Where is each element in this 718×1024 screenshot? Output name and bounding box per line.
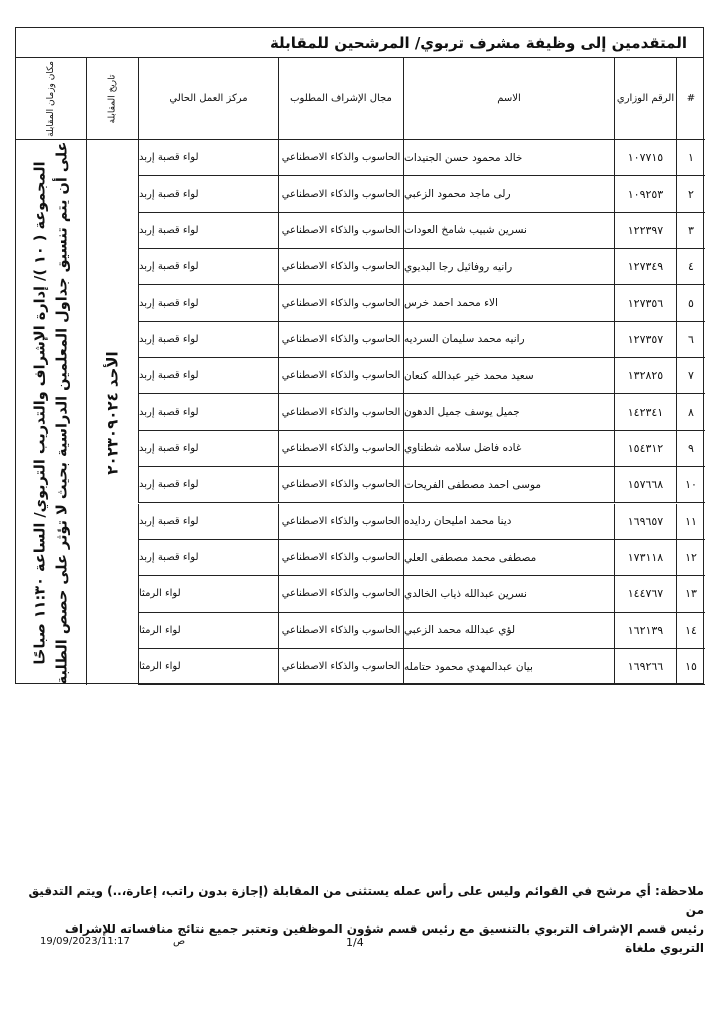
row-workplace: لواء قصبة إربد bbox=[138, 213, 278, 249]
row-workplace: لواء قصبة إربد bbox=[138, 322, 278, 358]
row-workplace: لواء قصبة إربد bbox=[138, 431, 278, 467]
footer-page-number: 1/4 bbox=[346, 936, 364, 949]
row-name: سعيد محمد خير عبدالله كنعان bbox=[403, 358, 614, 394]
row-num: ٢ bbox=[676, 176, 705, 212]
row-field: الحاسوب والذكاء الاصطناعي bbox=[278, 540, 403, 576]
header-place-label: مكان وزمان المقابلة bbox=[46, 60, 56, 137]
interview-place-line-2: على أن يتم تنسيق جداول المعلمين الدراسية بحيث لا تؤثر على حصص الطلبة bbox=[54, 141, 70, 685]
row-national-id: ١٠٩٢٥٣ bbox=[614, 176, 676, 212]
note-line-1: ملاحظة: أي مرشح في القوائم وليس على رأس عمله يستثنى من المقابلة (إجازة بدون راتب، إعارة،..) ويتم التدقيق من bbox=[28, 884, 704, 917]
row-national-id: ١٢٧٣٥٧ bbox=[614, 322, 676, 358]
row-num: ١٣ bbox=[676, 576, 705, 612]
footer-timestamp-value: 19/09/2023/11:17 bbox=[40, 936, 130, 947]
row-national-id: ١٥٧٦٦٨ bbox=[614, 467, 676, 503]
row-field: الحاسوب والذكاء الاصطناعي bbox=[278, 358, 403, 394]
row-national-id: ١٤٢٣٤١ bbox=[614, 394, 676, 430]
row-num: ٤ bbox=[676, 249, 705, 285]
row-workplace: لواء قصبة إربد bbox=[138, 285, 278, 321]
row-name: بيان عبدالمهدي محمود حتامله bbox=[403, 649, 614, 685]
row-num: ١٠ bbox=[676, 467, 705, 503]
row-national-id: ١٢٢٣٩٧ bbox=[614, 213, 676, 249]
row-workplace: لواء الرمثا bbox=[138, 649, 278, 685]
row-field: الحاسوب والذكاء الاصطناعي bbox=[278, 322, 403, 358]
footer-suffix: ص bbox=[173, 936, 186, 947]
row-field: الحاسوب والذكاء الاصطناعي bbox=[278, 467, 403, 503]
row-field: الحاسوب والذكاء الاصطناعي bbox=[278, 394, 403, 430]
note-line-2: رئيس قسم الإشراف التربوي بالتنسيق مع رئيس قسم شؤون الموظفين وتعتبر جميع نتائج منافساته للإشراف التربوي ملغاة bbox=[64, 922, 704, 955]
interview-table bbox=[15, 27, 704, 684]
row-workplace: لواء الرمثا bbox=[138, 613, 278, 649]
row-field: الحاسوب والذكاء الاصطناعي bbox=[278, 249, 403, 285]
row-name: لؤي عبدالله محمد الزعبي bbox=[403, 613, 614, 649]
row-name: الاء محمد احمد خرس bbox=[403, 285, 614, 321]
row-field: الحاسوب والذكاء الاصطناعي bbox=[278, 576, 403, 612]
page-title: المتقدمين إلى وظيفة مشرف تربوي/ المرشحين للمقابلة bbox=[269, 34, 687, 52]
row-workplace: لواء الرمثا bbox=[138, 576, 278, 612]
row-name: نسرين عبدالله ذياب الخالدي bbox=[403, 576, 614, 612]
row-num: ٨ bbox=[676, 394, 705, 430]
row-field: الحاسوب والذكاء الاصطناعي bbox=[278, 213, 403, 249]
row-national-id: ١٧٣١١٨ bbox=[614, 540, 676, 576]
row-name: رلى ماجد محمود الزعبي bbox=[403, 176, 614, 212]
header-workplace: مركز العمل الحالي bbox=[138, 58, 278, 140]
row-national-id: ١٣٢٨٢٥ bbox=[614, 358, 676, 394]
row-name: نسرين شبيب شامخ العودات bbox=[403, 213, 614, 249]
row-field: الحاسوب والذكاء الاصطناعي bbox=[278, 285, 403, 321]
row-name: غاده فاضل سلامه شطناوي bbox=[403, 431, 614, 467]
row-national-id: ١٦٢١٣٩ bbox=[614, 613, 676, 649]
header-place bbox=[16, 58, 86, 140]
row-num: ١١ bbox=[676, 504, 705, 540]
row-field: الحاسوب والذكاء الاصطناعي bbox=[278, 140, 403, 176]
row-field: الحاسوب والذكاء الاصطناعي bbox=[278, 613, 403, 649]
row-num: ٩ bbox=[676, 431, 705, 467]
header-national-id: الرقم الوزاري bbox=[614, 58, 676, 140]
row-workplace: لواء قصبة إربد bbox=[138, 504, 278, 540]
header-field: مجال الإشراف المطلوب bbox=[278, 58, 403, 140]
row-field: الحاسوب والذكاء الاصطناعي bbox=[278, 504, 403, 540]
row-workplace: لواء قصبة إربد bbox=[138, 540, 278, 576]
row-national-id: ١٥٤٣١٢ bbox=[614, 431, 676, 467]
row-national-id: ١٢٧٣٥٦ bbox=[614, 285, 676, 321]
row-national-id: ١٤٤٧٦٧ bbox=[614, 576, 676, 612]
row-num: ٧ bbox=[676, 358, 705, 394]
row-num: ١٥ bbox=[676, 649, 705, 685]
row-field: الحاسوب والذكاء الاصطناعي bbox=[278, 176, 403, 212]
row-national-id: ١٦٩٢٦٦ bbox=[614, 649, 676, 685]
row-workplace: لواء قصبة إربد bbox=[138, 140, 278, 176]
row-name: رانيه روفائيل رجا البديوي bbox=[403, 249, 614, 285]
row-workplace: لواء قصبة إربد bbox=[138, 176, 278, 212]
row-name: خالد محمود حسن الجنيدات bbox=[403, 140, 614, 176]
row-num: ١٢ bbox=[676, 540, 705, 576]
row-national-id: ١٢٧٣٤٩ bbox=[614, 249, 676, 285]
row-name: مصطفى محمد مصطفى العلي bbox=[403, 540, 614, 576]
row-name: دينا محمد امليحان ردايده bbox=[403, 504, 614, 540]
row-name: جميل يوسف جميل الدهون bbox=[403, 394, 614, 430]
interview-date-cell bbox=[86, 140, 138, 685]
row-workplace: لواء قصبة إربد bbox=[138, 249, 278, 285]
header-date-label: تاريخ المقابلة bbox=[107, 74, 118, 123]
header-num: # bbox=[676, 58, 705, 140]
row-national-id: ١٠٧٧١٥ bbox=[614, 140, 676, 176]
row-field: الحاسوب والذكاء الاصطناعي bbox=[278, 431, 403, 467]
table-title-bar bbox=[16, 28, 703, 58]
header-date bbox=[86, 58, 138, 140]
row-num: ٦ bbox=[676, 322, 705, 358]
row-num: ٣ bbox=[676, 213, 705, 249]
interview-place-line-1: المجموعة ( ١٠ )/ إدارة الإشراف والتدريب التربوي/ الساعة ١١:٣٠ صباحًا bbox=[32, 161, 48, 665]
row-num: ٥ bbox=[676, 285, 705, 321]
row-num: ١ bbox=[676, 140, 705, 176]
row-field: الحاسوب والذكاء الاصطناعي bbox=[278, 649, 403, 685]
row-num: ١٤ bbox=[676, 613, 705, 649]
footer-timestamp bbox=[40, 936, 185, 947]
row-workplace: لواء قصبة إربد bbox=[138, 358, 278, 394]
row-national-id: ١٦٩٦٥٧ bbox=[614, 504, 676, 540]
row-name: رانيه محمد سليمان السرديه bbox=[403, 322, 614, 358]
interview-place-cell bbox=[16, 140, 86, 685]
row-workplace: لواء قصبة إربد bbox=[138, 467, 278, 503]
row-name: موسى احمد مصطفى الفريحات bbox=[403, 467, 614, 503]
header-name: الاسم bbox=[403, 58, 614, 140]
row-workplace: لواء قصبة إربد bbox=[138, 394, 278, 430]
interview-date: الأحد ٢٠٢٣٠٩٠٢٤ bbox=[103, 350, 122, 475]
